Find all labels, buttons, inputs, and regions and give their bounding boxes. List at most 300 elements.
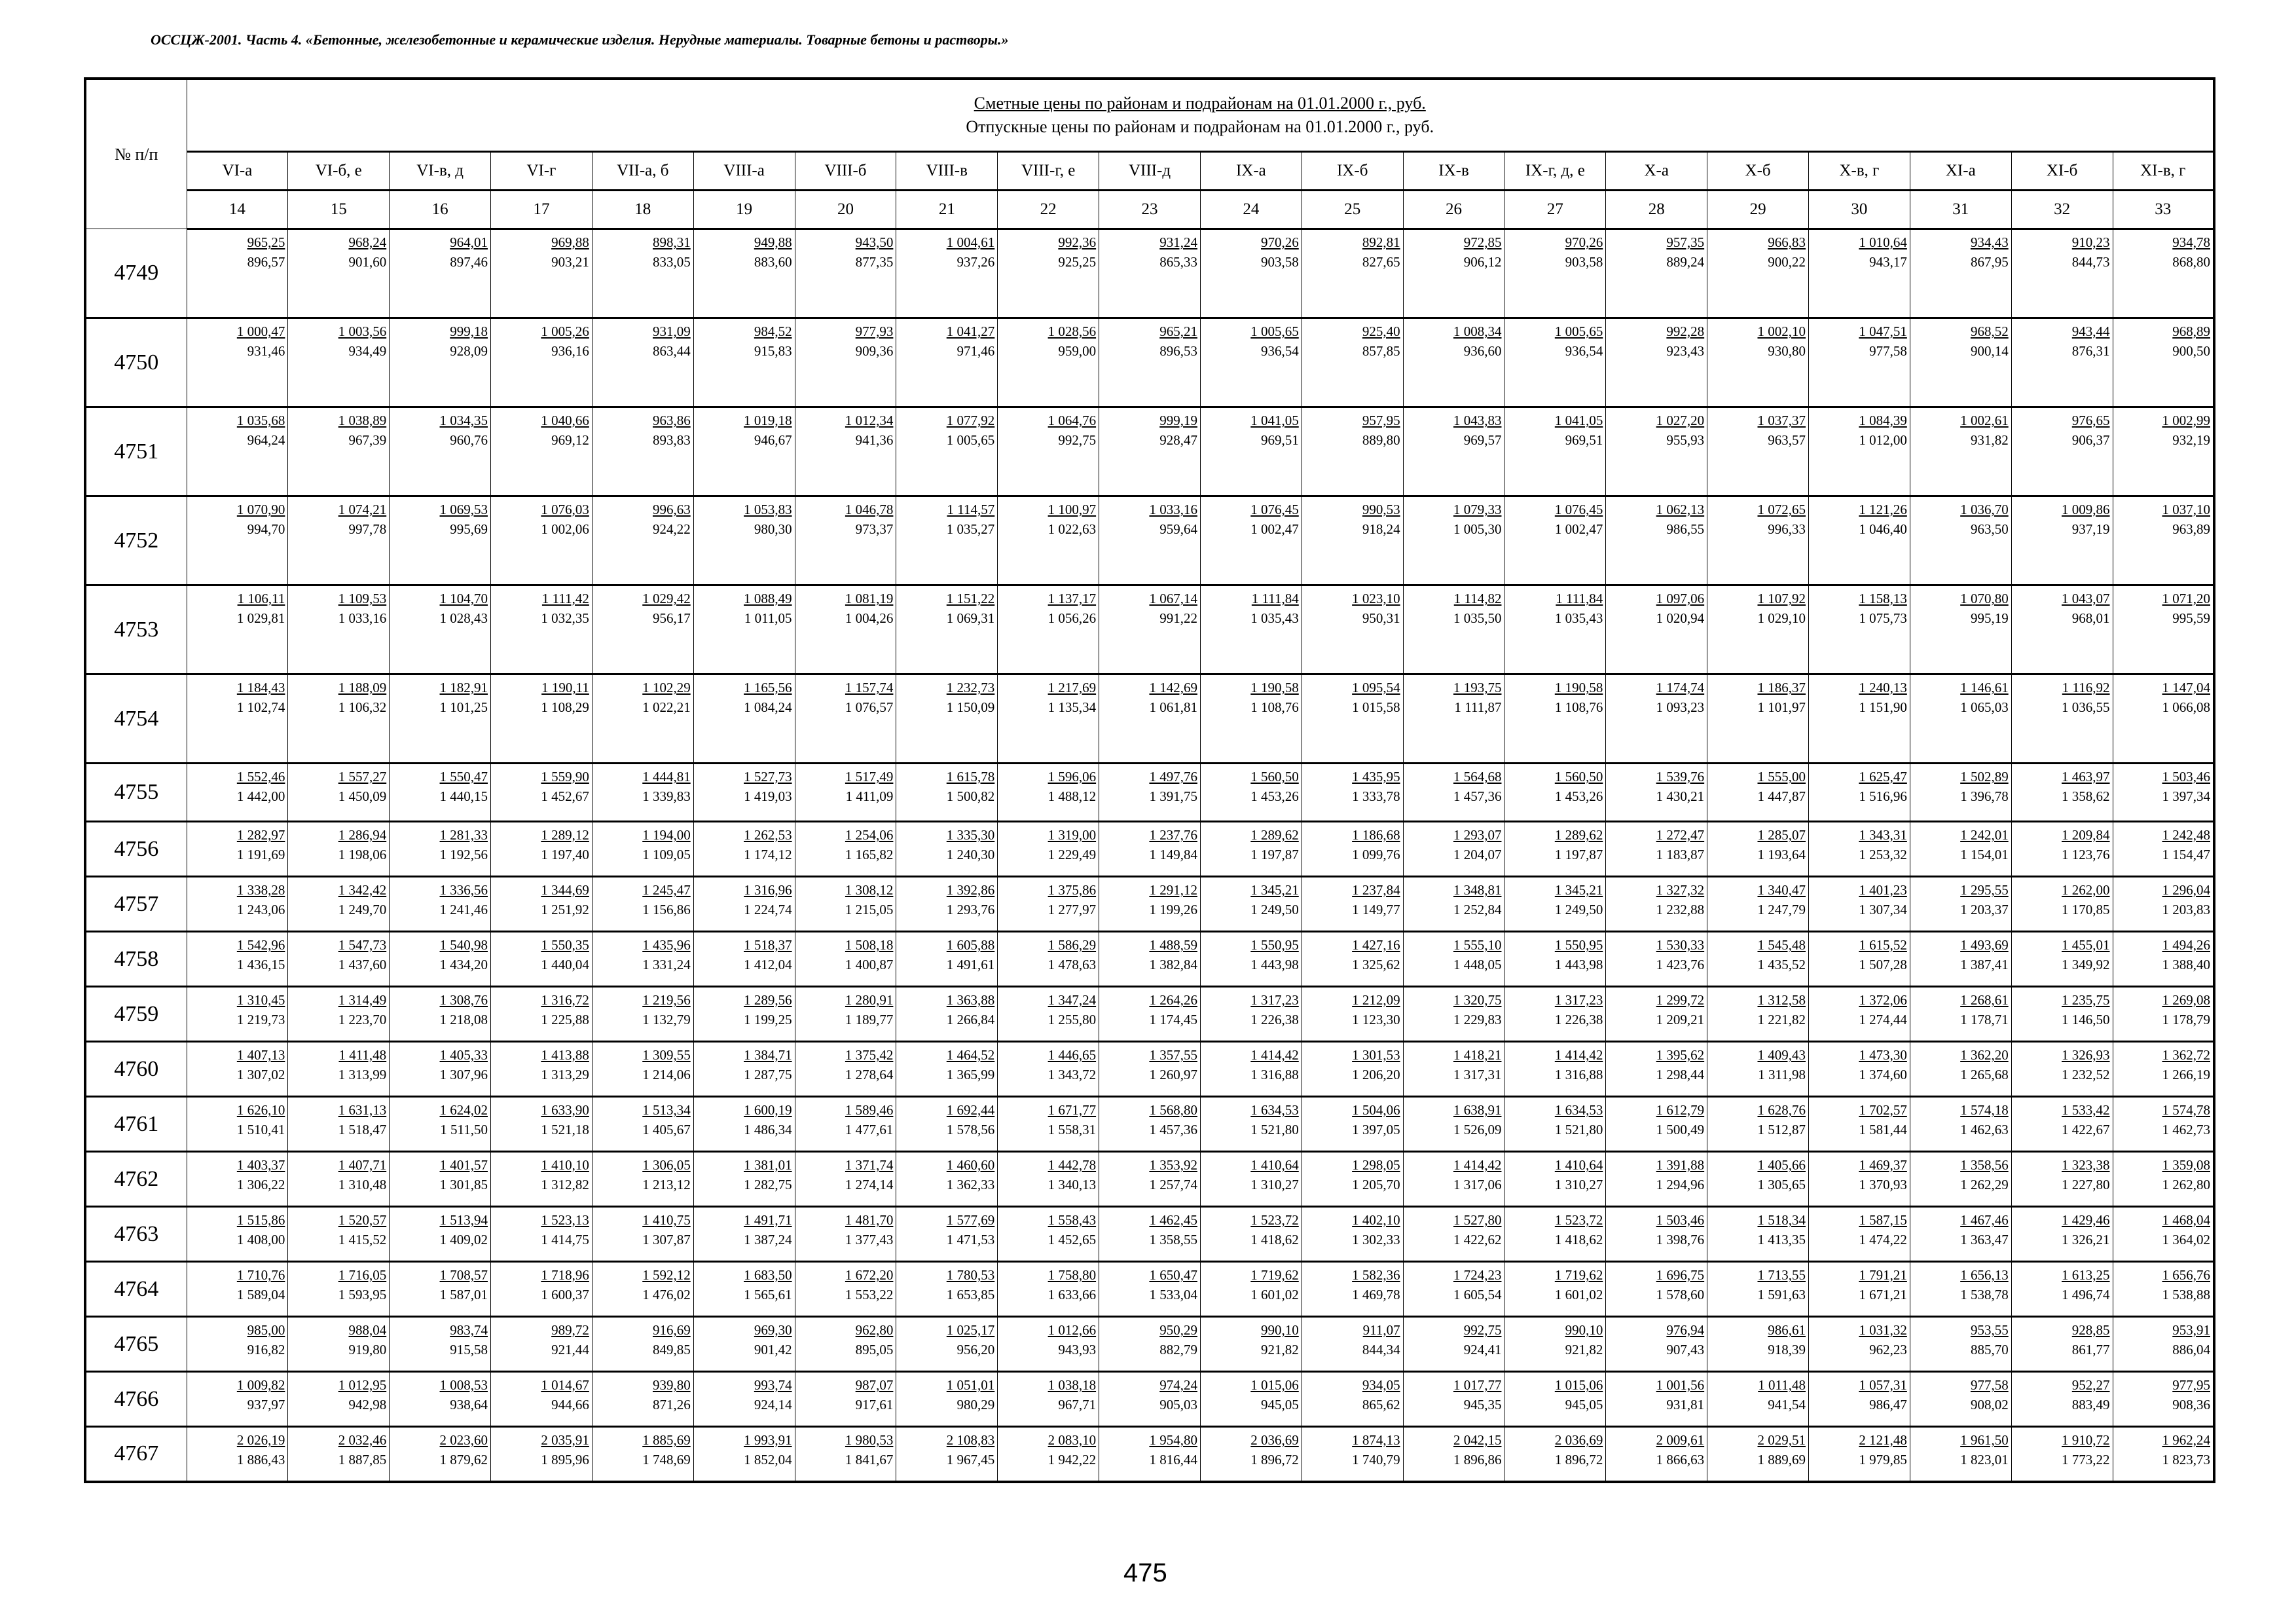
estimate-price: 1 401,23 <box>1859 882 1907 898</box>
price-cell <box>491 1207 592 1262</box>
estimate-price: 977,58 <box>1970 1377 2009 1393</box>
price-cell <box>390 932 491 987</box>
price-cell <box>2011 877 2113 932</box>
estimate-price: 1 002,99 <box>2162 413 2210 428</box>
release-price: 916,82 <box>247 1342 285 1357</box>
release-price: 900,14 <box>1970 343 2009 359</box>
release-price: 1 294,96 <box>1656 1177 1705 1192</box>
estimate-price: 1 298,05 <box>1352 1157 1400 1173</box>
price-cell <box>288 407 390 496</box>
estimate-price: 1 001,56 <box>1656 1377 1705 1393</box>
release-price: 1 443,98 <box>1250 957 1299 972</box>
estimate-price: 1 232,73 <box>946 680 995 695</box>
estimate-price: 1 427,16 <box>1352 937 1400 953</box>
column-number: 32 <box>2011 191 2113 229</box>
release-price: 1 132,79 <box>642 1012 691 1027</box>
release-price: 1 452,67 <box>541 788 589 804</box>
release-price: 1 387,24 <box>744 1232 792 1247</box>
release-price: 1 151,90 <box>1859 699 1907 715</box>
table-row <box>85 318 2214 407</box>
price-cell <box>693 674 795 764</box>
estimate-price: 1 713,55 <box>1757 1267 1806 1283</box>
price-cell <box>1809 318 1910 407</box>
release-price: 924,22 <box>652 521 691 537</box>
price-cell <box>1403 1207 1504 1262</box>
estimate-price: 934,78 <box>2172 234 2210 250</box>
estimate-price: 1 010,64 <box>1859 234 1907 250</box>
release-price: 903,58 <box>1261 254 1299 270</box>
estimate-price: 1 272,47 <box>1656 827 1705 843</box>
release-price: 1 197,87 <box>1554 847 1603 862</box>
estimate-price: 1 280,91 <box>845 992 894 1008</box>
estimate-price: 1 184,43 <box>236 680 285 695</box>
estimate-price: 1 392,86 <box>946 882 995 898</box>
price-cell <box>1403 987 1504 1042</box>
release-price: 959,64 <box>1159 521 1197 537</box>
price-cell <box>187 1207 288 1262</box>
price-cell <box>998 1152 1099 1207</box>
release-price: 1 370,93 <box>1859 1177 1907 1192</box>
estimate-price: 963,86 <box>652 413 691 428</box>
release-price: 1 219,73 <box>236 1012 285 1027</box>
release-price: 1 199,26 <box>1149 902 1197 917</box>
release-price: 1 500,49 <box>1656 1122 1705 1137</box>
estimate-price: 2 032,46 <box>338 1432 387 1448</box>
release-price: 1 197,87 <box>1250 847 1299 862</box>
estimate-price: 1 552,46 <box>236 769 285 784</box>
release-price: 865,33 <box>1159 254 1197 270</box>
estimate-price: 1 009,82 <box>236 1377 285 1393</box>
price-cell <box>592 822 693 877</box>
release-price: 1 895,96 <box>541 1452 589 1467</box>
estimate-price: 1 633,90 <box>541 1102 589 1118</box>
price-cell <box>187 1317 288 1372</box>
estimate-price: 1 293,07 <box>1453 827 1502 843</box>
price-cell <box>2113 1427 2214 1482</box>
release-price: 1 486,34 <box>744 1122 792 1137</box>
region-header: XI-в, г <box>2113 152 2214 191</box>
estimate-price: 1 463,97 <box>2062 769 2110 784</box>
estimate-price: 1 523,13 <box>541 1212 589 1228</box>
release-price: 1 340,13 <box>1048 1177 1097 1192</box>
release-price: 1 069,31 <box>946 610 995 626</box>
price-cell <box>2011 1152 2113 1207</box>
release-price: 971,46 <box>957 343 995 359</box>
release-price: 900,22 <box>1768 254 1806 270</box>
price-cell <box>1910 987 2011 1042</box>
price-cell <box>187 1152 288 1207</box>
release-price: 1 232,52 <box>2062 1067 2110 1082</box>
row-number: 4750 <box>85 318 187 407</box>
release-price: 1 600,37 <box>541 1287 589 1302</box>
release-price: 1 419,03 <box>744 788 792 804</box>
price-cell <box>1200 764 1302 822</box>
release-price: 1 841,67 <box>845 1452 894 1467</box>
release-price: 995,19 <box>1970 610 2009 626</box>
price-cell <box>491 877 592 932</box>
release-price: 1 174,45 <box>1149 1012 1197 1027</box>
estimate-price: 972,85 <box>1463 234 1502 250</box>
release-price: 1 282,75 <box>744 1177 792 1192</box>
estimate-price: 1 116,92 <box>2062 680 2110 695</box>
price-cell <box>1707 822 1809 877</box>
release-price: 895,05 <box>855 1342 894 1357</box>
column-number: 28 <box>1606 191 1707 229</box>
release-price: 1 326,21 <box>2062 1232 2110 1247</box>
row-number: 4760 <box>85 1042 187 1097</box>
price-cell <box>998 764 1099 822</box>
price-cell <box>1099 1317 1201 1372</box>
release-price: 861,77 <box>2071 1342 2110 1357</box>
release-price: 1 251,92 <box>541 902 589 917</box>
price-cell <box>1200 1042 1302 1097</box>
price-cell <box>390 318 491 407</box>
release-price: 1 199,25 <box>744 1012 792 1027</box>
price-cell <box>1200 496 1302 585</box>
release-price: 1 287,75 <box>744 1067 792 1082</box>
estimate-price: 1 550,95 <box>1554 937 1603 953</box>
release-price: 1 593,95 <box>338 1287 387 1302</box>
estimate-price: 1 047,51 <box>1859 323 1907 339</box>
estimate-price: 1 182,91 <box>439 680 488 695</box>
price-cell <box>896 496 998 585</box>
release-price: 1 411,09 <box>845 788 894 804</box>
price-cell <box>1504 407 1606 496</box>
estimate-price: 1 634,53 <box>1554 1102 1603 1118</box>
release-price: 1 253,32 <box>1859 847 1907 862</box>
release-price: 945,05 <box>1261 1397 1299 1412</box>
release-price: 1 203,83 <box>2162 902 2210 917</box>
estimate-price: 976,65 <box>2071 413 2110 428</box>
table-row <box>85 496 2214 585</box>
estimate-price: 1 628,76 <box>1757 1102 1806 1118</box>
price-cell <box>1099 674 1201 764</box>
estimate-price: 1 268,61 <box>1960 992 2009 1008</box>
price-cell <box>187 932 288 987</box>
release-price: 1 512,87 <box>1757 1122 1806 1137</box>
price-cell <box>1302 1207 1403 1262</box>
price-cell <box>1707 1262 1809 1317</box>
estimate-price: 1 015,06 <box>1250 1377 1299 1393</box>
release-price: 963,57 <box>1768 432 1806 448</box>
estimate-price: 1 357,55 <box>1149 1047 1197 1063</box>
estimate-price: 1 527,73 <box>744 769 792 784</box>
release-price: 936,16 <box>551 343 589 359</box>
release-price: 1 387,41 <box>1960 957 2009 972</box>
price-cell <box>1302 1317 1403 1372</box>
price-cell <box>896 1262 998 1317</box>
estimate-price: 1 340,47 <box>1757 882 1806 898</box>
price-cell <box>1606 674 1707 764</box>
estimate-price: 1 102,29 <box>642 680 691 695</box>
estimate-price: 1 555,10 <box>1453 937 1502 953</box>
release-price: 1 773,22 <box>2062 1452 2110 1467</box>
price-cell <box>795 1317 896 1372</box>
release-price: 1 109,05 <box>642 847 691 862</box>
price-cell <box>288 585 390 674</box>
release-price: 1 500,82 <box>946 788 995 804</box>
estimate-price: 1 323,38 <box>2062 1157 2110 1173</box>
price-cell <box>1504 877 1606 932</box>
estimate-price: 1 656,76 <box>2162 1267 2210 1283</box>
release-price: 1 553,22 <box>845 1287 894 1302</box>
estimate-price: 1 557,27 <box>338 769 387 784</box>
estimate-price: 1 023,10 <box>1352 591 1400 606</box>
estimate-price: 990,10 <box>1565 1322 1603 1338</box>
release-price: 1 979,85 <box>1859 1452 1907 1467</box>
estimate-price: 1 286,94 <box>338 827 387 843</box>
estimate-price: 984,52 <box>754 323 792 339</box>
estimate-price: 934,05 <box>1362 1377 1400 1393</box>
price-cell <box>1099 1097 1201 1152</box>
region-header: XI-б <box>2011 152 2113 191</box>
estimate-price: 1 343,31 <box>1859 827 1907 843</box>
release-price: 1 374,60 <box>1859 1067 1907 1082</box>
price-cell <box>592 1427 693 1482</box>
price-cell <box>1504 1042 1606 1097</box>
price-cell <box>1606 877 1707 932</box>
estimate-price: 1 285,07 <box>1757 827 1806 843</box>
release-price: 1 229,83 <box>1453 1012 1502 1027</box>
release-price: 1 382,84 <box>1149 957 1197 972</box>
release-price: 917,61 <box>855 1397 894 1412</box>
price-cell <box>1910 1207 2011 1262</box>
release-price: 1 056,26 <box>1048 610 1097 626</box>
row-number: 4765 <box>85 1317 187 1372</box>
price-cell <box>1302 229 1403 318</box>
price-cell <box>187 1042 288 1097</box>
release-price: 1 521,80 <box>1554 1122 1603 1137</box>
price-cell <box>1200 822 1302 877</box>
estimate-price: 965,25 <box>247 234 285 250</box>
release-price: 1 197,40 <box>541 847 589 862</box>
estimate-price: 1 527,80 <box>1453 1212 1502 1228</box>
release-price: 1 005,65 <box>946 432 995 448</box>
price-cell <box>288 1372 390 1427</box>
estimate-price: 1 282,97 <box>236 827 285 843</box>
estimate-price: 931,24 <box>1159 234 1197 250</box>
column-number: 31 <box>1910 191 2011 229</box>
release-price: 1 036,55 <box>2062 699 2110 715</box>
price-cell <box>1910 1152 2011 1207</box>
estimate-price: 1 053,83 <box>744 502 792 517</box>
price-cell <box>1504 1372 1606 1427</box>
estimate-price: 1 671,77 <box>1048 1102 1097 1118</box>
title-estimate-prices: Сметные цены по районам и подрайонам на 01.01.2000 г., руб. <box>974 94 1426 113</box>
release-price: 901,60 <box>348 254 387 270</box>
estimate-price: 1 410,64 <box>1250 1157 1299 1173</box>
release-price: 1 462,73 <box>2162 1122 2210 1137</box>
price-cell <box>1403 877 1504 932</box>
price-cell <box>1910 585 2011 674</box>
release-price: 1 633,66 <box>1048 1287 1097 1302</box>
estimate-price: 1 194,00 <box>642 827 691 843</box>
estimate-price: 1 121,26 <box>1859 502 1907 517</box>
release-price: 973,37 <box>855 521 894 537</box>
price-cell <box>187 407 288 496</box>
price-cell <box>1707 585 1809 674</box>
estimate-price: 1 219,56 <box>642 992 691 1008</box>
estimate-price: 1 375,42 <box>845 1047 894 1063</box>
column-number: 30 <box>1809 191 1910 229</box>
price-cell <box>1809 1042 1910 1097</box>
price-cell <box>1606 496 1707 585</box>
price-cell <box>592 877 693 932</box>
price-cell <box>491 585 592 674</box>
release-price: 1 409,02 <box>439 1232 488 1247</box>
column-number: 16 <box>390 191 491 229</box>
release-price: 1 398,76 <box>1656 1232 1705 1247</box>
release-price: 907,43 <box>1666 1342 1705 1357</box>
price-cell <box>998 318 1099 407</box>
release-price: 1 266,84 <box>946 1012 995 1027</box>
estimate-price: 1 362,20 <box>1960 1047 2009 1063</box>
price-cell <box>288 877 390 932</box>
price-cell <box>693 1372 795 1427</box>
price-cell <box>896 1372 998 1427</box>
release-price: 1 312,82 <box>541 1177 589 1192</box>
table-row <box>85 877 2214 932</box>
release-price: 1 005,30 <box>1453 521 1502 537</box>
estimate-price: 1 435,96 <box>642 937 691 953</box>
release-price: 903,58 <box>1565 254 1603 270</box>
estimate-price: 2 121,48 <box>1859 1432 1907 1448</box>
estimate-price: 1 107,92 <box>1757 591 1806 606</box>
release-price: 1 004,26 <box>845 610 894 626</box>
estimate-price: 990,10 <box>1261 1322 1299 1338</box>
price-cell <box>1403 1152 1504 1207</box>
release-price: 844,34 <box>1362 1342 1400 1357</box>
price-cell <box>998 1317 1099 1372</box>
estimate-price: 2 042,15 <box>1453 1432 1502 1448</box>
release-price: 1 412,04 <box>744 957 792 972</box>
price-cell <box>896 1427 998 1482</box>
release-price: 1 214,06 <box>642 1067 691 1082</box>
price-cell <box>998 987 1099 1042</box>
region-header: IX-а <box>1200 152 1302 191</box>
row-number: 4764 <box>85 1262 187 1317</box>
estimate-price: 1 403,37 <box>236 1157 285 1173</box>
price-cell <box>2113 764 2214 822</box>
estimate-price: 1 114,82 <box>1453 591 1502 606</box>
release-price: 1 358,55 <box>1149 1232 1197 1247</box>
estimate-price: 1 520,57 <box>338 1212 387 1228</box>
estimate-price: 1 320,75 <box>1453 992 1502 1008</box>
estimate-price: 1 242,01 <box>1960 827 2009 843</box>
release-price: 1 533,04 <box>1149 1287 1197 1302</box>
release-price: 1 183,87 <box>1656 847 1705 862</box>
estimate-price: 985,00 <box>247 1322 285 1338</box>
estimate-price: 1 708,57 <box>439 1267 488 1283</box>
release-price: 1 474,22 <box>1859 1232 1907 1247</box>
release-price: 1 293,76 <box>946 902 995 917</box>
release-price: 1 311,98 <box>1758 1067 1806 1082</box>
release-price: 1 313,99 <box>338 1067 387 1082</box>
price-cell <box>1707 987 1809 1042</box>
price-cell <box>1403 1262 1504 1317</box>
estimate-price: 1 550,95 <box>1250 937 1299 953</box>
price-cell <box>1606 318 1707 407</box>
estimate-price: 1 502,89 <box>1960 769 2009 784</box>
price-cell <box>1403 407 1504 496</box>
release-price: 893,83 <box>652 432 691 448</box>
estimate-price: 1 035,68 <box>236 413 285 428</box>
price-cell <box>1910 1372 2011 1427</box>
row-number: 4762 <box>85 1152 187 1207</box>
estimate-price: 1 212,09 <box>1352 992 1400 1008</box>
release-price: 937,26 <box>957 254 995 270</box>
price-cell <box>1200 877 1302 932</box>
price-cell <box>1099 1207 1201 1262</box>
release-price: 1 358,62 <box>2062 788 2110 804</box>
release-price: 936,54 <box>1261 343 1299 359</box>
estimate-price: 1 314,49 <box>338 992 387 1008</box>
table-row <box>85 674 2214 764</box>
release-price: 1 093,23 <box>1656 699 1705 715</box>
release-price: 1 075,73 <box>1859 610 1907 626</box>
estimate-price: 1 558,43 <box>1048 1212 1097 1228</box>
price-cell <box>1403 1317 1504 1372</box>
release-price: 1 526,09 <box>1453 1122 1502 1137</box>
price-cell <box>1707 764 1809 822</box>
price-cell <box>2011 822 2113 877</box>
price-cell <box>2011 1207 2113 1262</box>
column-number: 26 <box>1403 191 1504 229</box>
estimate-price: 1 012,95 <box>338 1377 387 1393</box>
estimate-price: 1 043,07 <box>2062 591 2110 606</box>
price-cell <box>288 1207 390 1262</box>
price-cell <box>1504 987 1606 1042</box>
estimate-price: 1 158,13 <box>1859 591 1907 606</box>
price-cell <box>592 585 693 674</box>
release-price: 1 443,98 <box>1554 957 1603 972</box>
release-price: 1 108,76 <box>1554 699 1603 715</box>
price-cell <box>1200 1372 1302 1427</box>
price-cell <box>187 1427 288 1482</box>
estimate-price: 1 497,76 <box>1149 769 1197 784</box>
estimate-price: 1 874,13 <box>1352 1432 1400 1448</box>
release-price: 1 740,79 <box>1352 1452 1400 1467</box>
price-cell <box>1910 932 2011 987</box>
estimate-price: 992,36 <box>1058 234 1097 250</box>
estimate-price: 1 069,53 <box>439 502 488 517</box>
release-price: 996,33 <box>1768 521 1806 537</box>
price-cell <box>1403 1042 1504 1097</box>
price-cell <box>390 1097 491 1152</box>
price-cell <box>187 764 288 822</box>
price-cell <box>390 764 491 822</box>
release-price: 1 205,70 <box>1352 1177 1400 1192</box>
release-price: 956,17 <box>652 610 691 626</box>
price-cell <box>2113 674 2214 764</box>
release-price: 1 452,65 <box>1048 1232 1097 1247</box>
estimate-price: 1 469,37 <box>1859 1157 1907 1173</box>
estimate-price: 1 429,46 <box>2062 1212 2110 1228</box>
price-cell <box>592 1207 693 1262</box>
estimate-price: 950,29 <box>1159 1322 1197 1338</box>
price-cell <box>1606 1152 1707 1207</box>
release-price: 1 331,24 <box>642 957 691 972</box>
release-price: 1 307,87 <box>642 1232 691 1247</box>
estimate-price: 1 418,21 <box>1453 1047 1502 1063</box>
release-price: 1 440,04 <box>541 957 589 972</box>
estimate-price: 1 070,90 <box>236 502 285 517</box>
release-price: 1 408,00 <box>236 1232 285 1247</box>
estimate-price: 1 384,71 <box>744 1047 792 1063</box>
estimate-price: 1 064,76 <box>1048 413 1097 428</box>
price-cell <box>1809 764 1910 822</box>
release-price: 1 442,00 <box>236 788 285 804</box>
